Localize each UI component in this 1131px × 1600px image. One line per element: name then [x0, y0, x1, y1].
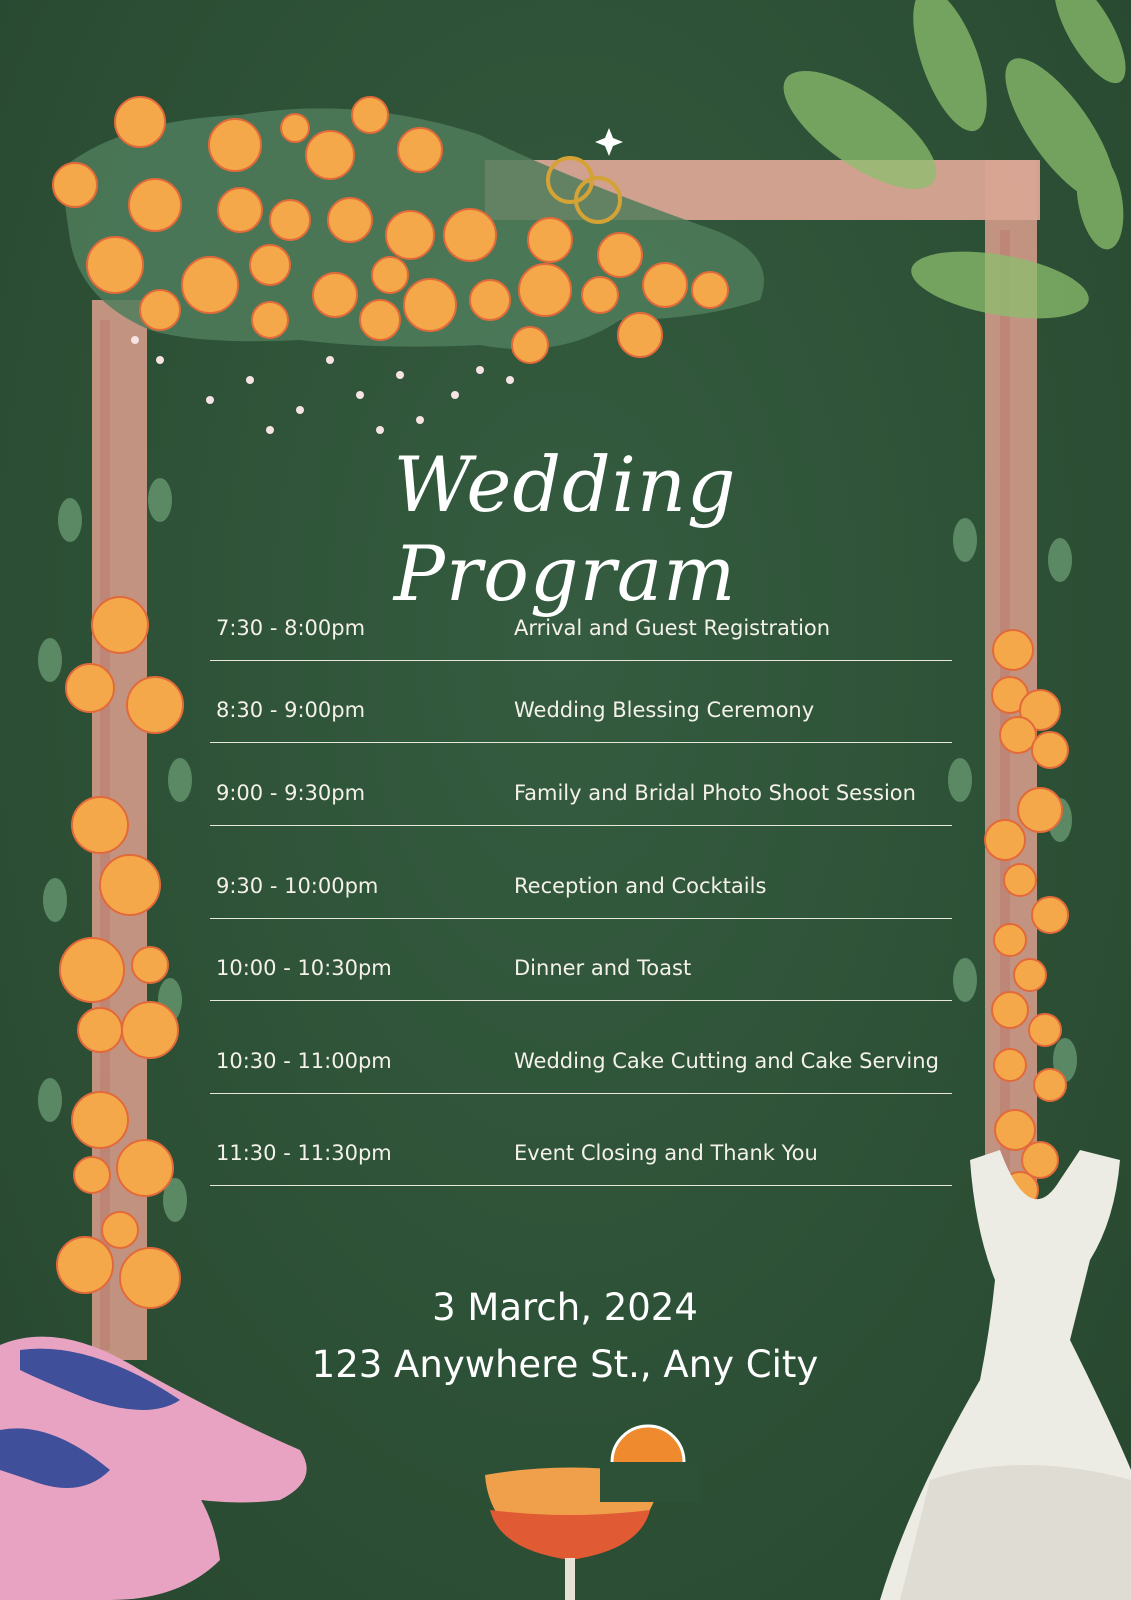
schedule-time: 7:30 - 8:00pm [216, 616, 366, 640]
schedule-row [210, 940, 952, 1001]
schedule-time: 10:30 - 11:00pm [216, 1049, 392, 1073]
schedule-time: 9:30 - 10:00pm [216, 874, 379, 898]
schedule-event: Arrival and Guest Registration [514, 616, 831, 640]
schedule-event: Wedding Blessing Ceremony [514, 698, 815, 722]
schedule-time: 9:00 - 9:30pm [216, 781, 366, 805]
schedule-event: Dinner and Toast [514, 956, 692, 980]
event-date: 3 March, 2024 [432, 1286, 698, 1329]
schedule-time: 11:30 - 11:30pm [216, 1141, 392, 1165]
rose-garland [53, 97, 764, 434]
schedule-row [210, 858, 952, 919]
schedule-row [210, 1033, 952, 1094]
schedule-event: Wedding Cake Cutting and Cake Serving [514, 1049, 939, 1073]
schedule-time: 8:30 - 9:00pm [216, 698, 366, 722]
schedule-row [210, 1125, 952, 1186]
schedule-row [210, 600, 952, 661]
schedule-time: 10:00 - 10:30pm [216, 956, 392, 980]
schedule-row [210, 682, 952, 743]
schedule-row [210, 765, 952, 826]
schedule-event: Family and Bridal Photo Shoot Session [514, 781, 916, 805]
cocktail-glass-icon [485, 1426, 700, 1600]
event-address: 123 Anywhere St., Any City [311, 1343, 819, 1386]
schedule-event: Reception and Cocktails [514, 874, 767, 898]
schedule-event: Event Closing and Thank You [514, 1141, 818, 1165]
page-title: Wedding Program [393, 440, 737, 618]
